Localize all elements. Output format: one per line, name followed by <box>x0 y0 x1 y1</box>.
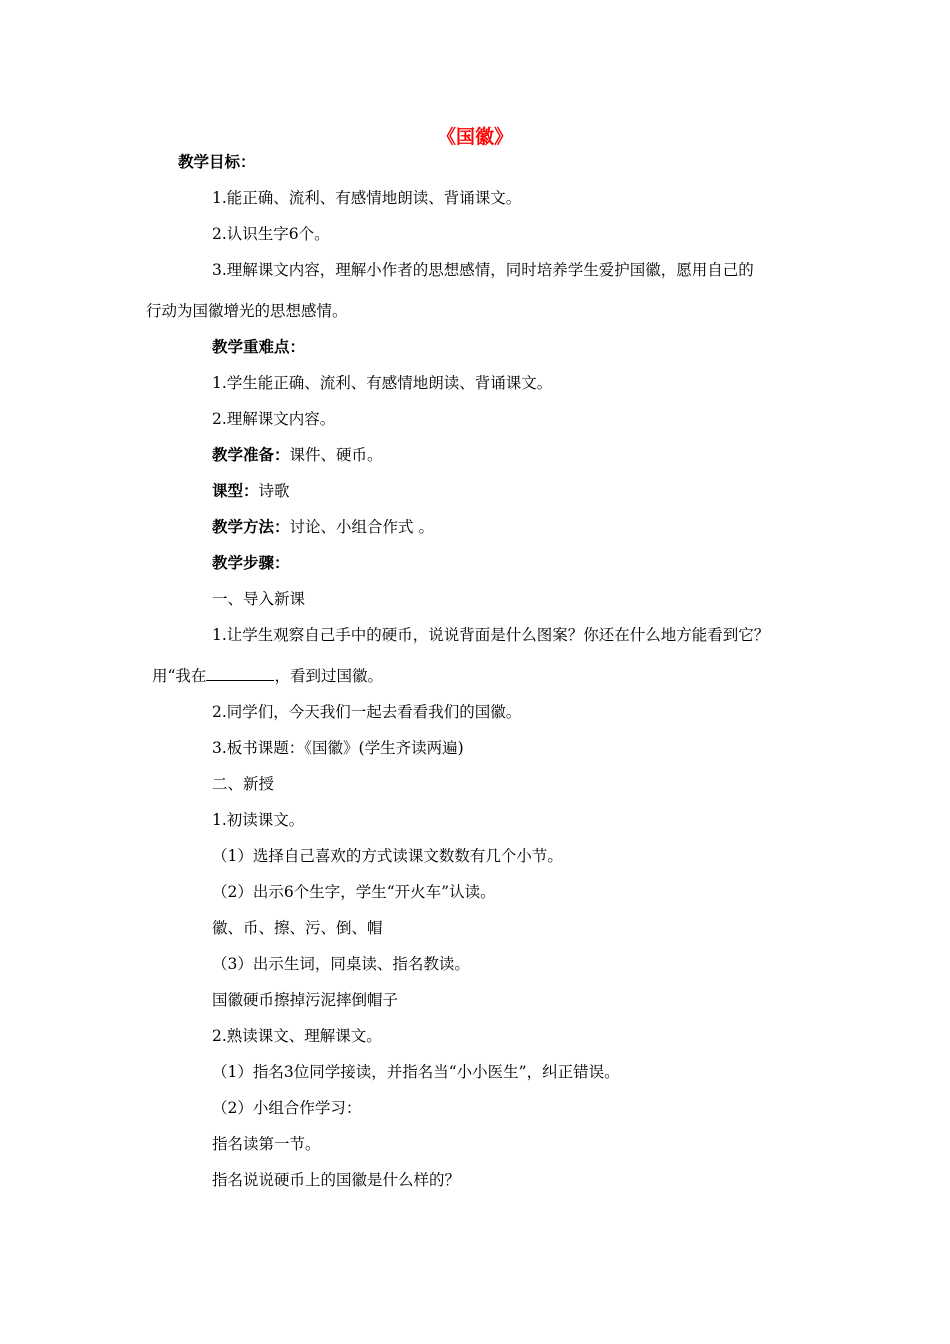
objectives-heading: 教学目标： <box>178 152 256 171</box>
part1-item1-cont-a: 用“我在 <box>152 667 207 685</box>
preparation-line <box>212 445 383 465</box>
part2-line: 2.熟读课文、理解课文。 <box>212 1027 382 1045</box>
objective-item: 1.能正确、流利、有感情地朗读、背诵课文。 <box>212 189 522 207</box>
key-point-item: 1.学生能正确、流利、有感情地朗读、背诵课文。 <box>212 374 553 392</box>
lesson-type-value: 诗歌 <box>258 482 290 500</box>
method-value: 讨论、小组合作式 。 <box>289 518 434 536</box>
document-title: 《国徽》 <box>436 126 513 148</box>
method-line <box>212 517 434 537</box>
part1-item1: 1.让学生观察自己手中的硬币，说说背面是什么图案？你还在什么地方能看到它？ <box>212 626 770 644</box>
part2-line: 国徽硬币擦掉污泥摔倒帽子 <box>212 991 399 1009</box>
part2-line: （3）出示生词，同桌读、指名教读。 <box>212 955 470 973</box>
part2-line: （1）指名3位同学接读，并指名当“小小医生”，纠正错误。 <box>212 1063 620 1081</box>
objective-item: 3.理解课文内容，理解小作者的思想感情，同时培养学生爱护国徽，愿用自己的 <box>212 261 754 279</box>
part2-heading: 二、新授 <box>212 775 275 793</box>
part2-line: （2）小组合作学习： <box>212 1099 362 1117</box>
part1-item3: 3.板书课题：《国徽》(学生齐读两遍) <box>212 739 464 757</box>
lesson-type-label: 课型： <box>212 481 259 500</box>
lesson-type-line <box>212 481 290 501</box>
steps-heading: 教学步骤： <box>212 553 290 572</box>
part1-item2: 2.同学们，今天我们一起去看看我们的国徽。 <box>212 703 522 721</box>
key-point-item: 2.理解课文内容。 <box>212 410 336 428</box>
preparation-value: 课件、硬币。 <box>289 446 383 464</box>
objective-item: 2.认识生字6个。 <box>212 225 330 243</box>
preparation-label: 教学准备： <box>212 445 290 464</box>
part1-item1-continued <box>152 666 383 686</box>
part1-item1-cont-b: ，看到过国徽。 <box>274 667 383 685</box>
fill-in-blank <box>206 666 274 681</box>
key-points-heading: 教学重难点： <box>212 337 306 356</box>
part2-line: 指名读第一节。 <box>212 1135 321 1153</box>
part2-line: 徽、币、擦、污、倒、帽 <box>212 919 383 937</box>
objective-item-continued: 行动为国徽增光的思想感情。 <box>146 302 348 320</box>
part1-heading: 一、导入新课 <box>212 590 306 608</box>
part2-line: （2）出示6个生字，学生“开火车”认读。 <box>212 883 496 901</box>
part2-line: 指名说说硬币上的国徽是什么样的？ <box>212 1171 461 1189</box>
part2-line: （1）选择自己喜欢的方式读课文数数有几个小节。 <box>212 847 563 865</box>
part2-line: 1.初读课文。 <box>212 811 305 829</box>
method-label: 教学方法： <box>212 517 290 536</box>
